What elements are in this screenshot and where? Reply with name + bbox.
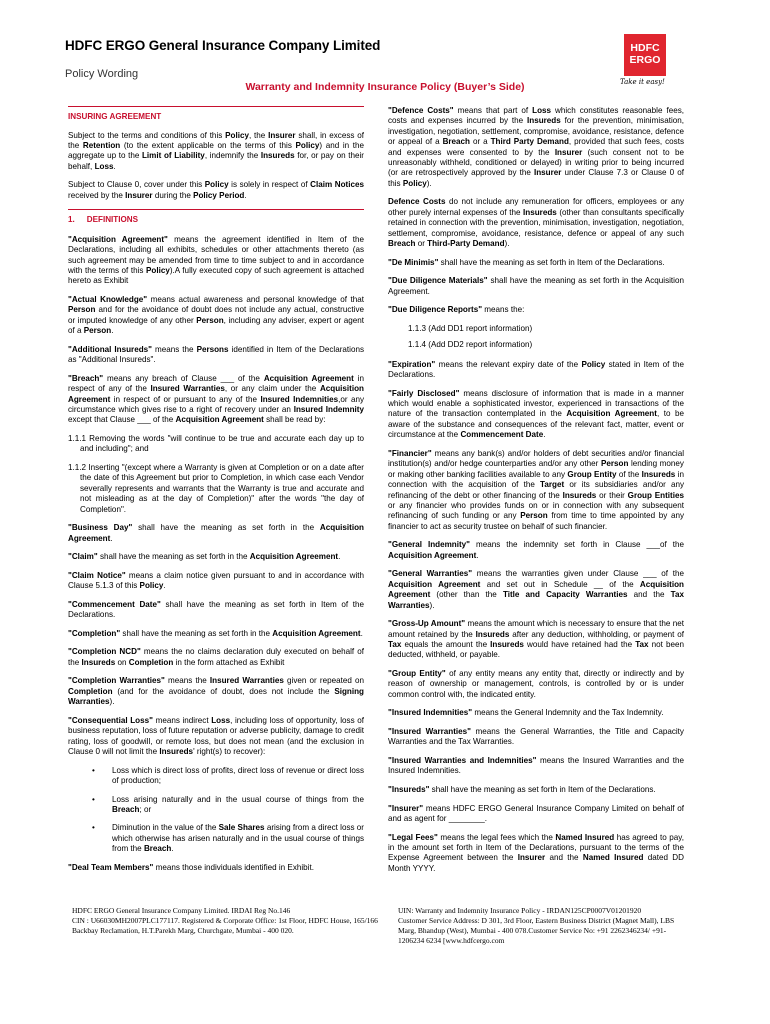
definition-financier: "Financier" means any bank(s) and/or holders of debt securities and/or financial institution(s) and/or hedge counterparties and/or any other Person lending money or making other banking facilities available to any Group Entity of the Insureds in connection with the acquisition of the Target or its subsidiaries and/or any refinancing of the debt or other financing of the Insureds or their Group Entities or any financier who provides funds on or in connection with any subsequent refinancing of such funding or any Person from time to time appointed by any financier to act as security trustee on behalf of such financier. [388, 448, 685, 531]
clause-1-1-1: 1.1.1 Removing the words "will continue to be true and accurate each day up to and including"; and [68, 434, 364, 454]
section-number: 1. [68, 215, 75, 225]
bold-term: Policy [402, 178, 427, 188]
bold-term: Acquisition Agreement [175, 415, 264, 425]
bold-term: "Gross-Up Amount" [388, 619, 466, 629]
footer-registered-office: CIN : U66030MH2007PLC177117. Registered & Corporate Office: 1st Floor, HDFC House, 165/166 Backbay Reclamation, H.T.Parekh Marg, Churchgate, Mumbai - 400 020. [72, 916, 378, 935]
document-title: Warranty and Indemnity Insurance Policy (Buyer’s Side) [245, 81, 525, 93]
bold-term: Insurer [125, 190, 153, 200]
bold-term: Acquisition Agreement [388, 579, 684, 600]
bold-term: Loss [532, 106, 552, 115]
definition-gross-up-amount: "Gross-Up Amount" means the amount which is necessary to ensure that the net amount retained by the Insureds after any deduction, withholding, or payment of Tax equals the amount the Insureds would have retained had the Tax not been deducted, withheld, or payable. [388, 619, 684, 660]
bold-term: Commencement Date [460, 430, 544, 440]
bold-term: Acquisition Agreement [249, 552, 339, 562]
bold-term: Defence Costs [388, 197, 446, 207]
bold-term: "Additional Insureds" [68, 344, 152, 354]
definition-insurer: "Insurer" means HDFC ERGO General Insurance Company Limited on behalf of and as agent for ________. [388, 803, 684, 823]
bold-term: Policy Period [193, 190, 245, 200]
bold-term: "Insured Warranties and Indemnities" [388, 755, 537, 765]
definition-due-diligence-reports: "Due Diligence Reports" means the: [388, 305, 525, 315]
list-item [68, 795, 364, 816]
footer-right [398, 906, 688, 946]
definition-claim: "Claim" shall have the meaning as set forth in the Acquisition Agreement. [68, 552, 341, 562]
bold-term: "Insured Warranties" [388, 726, 471, 736]
definition-expiration: "Expiration" means the relevant expiry date of the Policy stated in Item of the Declarations. [388, 359, 684, 380]
bold-term: Insureds [475, 629, 510, 639]
definition-fairly-disclosed: "Fairly Disclosed" means disclosure of information that is made in a manner which would enable a sophisticated investor, experienced in transactions of the nature of the transaction contemplated in the Acquisition Agreement, to be aware of the substance and consequences of the relevant fact, matter, event or circumstance at the Commencement Date. [388, 388, 685, 440]
bold-term: Person [520, 511, 548, 521]
bold-term: Acquisition Agreement [272, 628, 361, 638]
bold-term: Insureds [523, 207, 557, 217]
bold-term: Policy [295, 141, 320, 150]
bold-term: Limit of Liability [141, 151, 205, 161]
definition-business-day: "Business Day" shall have the meaning as set forth in the Acquisition Agreement. [68, 523, 364, 543]
clause-1-1-2: 1.1.2 Inserting "(except where a Warranty is given at Completion or on a date after the date of this Agreement but prior to Completion, in which case each Vendor severally represents and warrants that the Warranty is true and accurate and not misleading as at the day of Completion)" after the words "the day of Completion". [68, 463, 364, 514]
bold-term: Acquisition Agreement [566, 409, 657, 419]
definition-general-indemnity: "General Indemnity" means the indemnity set forth in Clause ___of the Acquisition Agreement. [388, 540, 684, 560]
bold-term: Breach [112, 804, 140, 814]
bold-term: "General Indemnity" [388, 540, 471, 550]
bold-term: Policy [204, 180, 229, 190]
definition-additional-insureds: "Additional Insureds" means the Persons identified in Item of the Declarations as "Additional Insureds". [68, 344, 364, 365]
bold-term: "Completion Warranties" [68, 676, 165, 686]
bold-term: Person [196, 315, 224, 325]
bold-term: Insurer [268, 130, 296, 140]
footer-company-reg: HDFC ERGO General Insurance Company Limited. IRDAI Reg No.146 [72, 906, 291, 915]
bold-term: Sale Shares [218, 823, 265, 833]
bold-term: Policy [581, 359, 606, 369]
bold-term: Tax [635, 639, 649, 649]
definition-legal-fees: "Legal Fees" means the legal fees which the Named Insured has agreed to pay, in the amount set forth in Item of the Declarations, pursuant to the terms of the Expense Agreement between the Insurer and the Named Insured dated DD Month YYYY. [388, 832, 684, 873]
bold-term: Insurer [517, 853, 546, 863]
bold-term: Tax [388, 639, 402, 649]
bullet-icon: • [92, 823, 95, 833]
definition-completion-warranties: "Completion Warranties" means the Insured Warranties given or repeated on Completion (and for the avoidance of doubt, does not include the Signing Warranties). [68, 676, 365, 707]
bold-term: Target [540, 480, 565, 490]
insuring-paragraph-2: Subject to Clause 0, cover under this Policy is solely in respect of Claim Notices received by the Insurer during the Policy Period. [68, 180, 365, 200]
bold-term: Insured Warranties [150, 384, 225, 394]
definition-defence-costs: "Defence Costs" means that part of Loss which constitutes reasonable fees, costs and expenses incurred by the Insureds for the prevention, minimisation, investigation, negotiation, settlement, compromise, avoidance, resistance, defence or appeal of a Breach or a Third Party Demand, provided that such fees, costs and expenses were consented to by the Insurer (such consent not to be unreasonably withheld, conditioned or delayed) in writing prior to being incurred (or are retrospectively approved by the Insurer under Clause 7.3 or Clause 0 of this Policy). [388, 106, 684, 188]
bold-term: Policy [146, 266, 170, 276]
list-item [68, 766, 364, 787]
definition-insured-warranties: "Insured Warranties" means the General Warranties, the Title and Capacity Warranties and the Tax Warranties. [388, 726, 684, 747]
bold-term: Acquisition Agreement [388, 579, 481, 589]
logo-line-1: HDFC [630, 42, 660, 54]
definition-actual-knowledge: "Actual Knowledge" means actual awareness and personal knowledge of that Person and for the avoidance of doubt does not include any actual, constructive or imputed knowledge of any other Person, including any adviser, expert or agent of a Person. [68, 295, 364, 336]
bold-term: Named Insured [555, 832, 615, 842]
definitions-heading [68, 215, 364, 225]
bold-term: Person [600, 459, 629, 469]
bold-term: Acquisition Agreement [263, 373, 354, 383]
definition-claim-notice: "Claim Notice" means a claim notice given pursuant to and in accordance with Clause 5.1.3 of this Policy. [68, 570, 364, 591]
logo-tagline: Take it easy! [620, 78, 665, 86]
bold-term: Group Entity [567, 469, 617, 479]
bold-term: Person [68, 305, 96, 315]
bold-term: Claim Notices [310, 180, 365, 190]
definition-insureds: "Insureds" shall have the meaning as set forth in Item of the Declarations. [388, 784, 656, 794]
bullet-icon: • [92, 794, 95, 804]
bold-term: "Claim" [68, 552, 98, 562]
definition-completion: "Completion" shall have the meaning as set forth in the Acquisition Agreement. [68, 628, 363, 638]
bold-term: Policy [139, 581, 164, 591]
bold-term: Loss [94, 161, 114, 171]
bold-term: "Financier" [388, 448, 432, 458]
definition-deal-team-members: "Deal Team Members" means those individuals identified in Exhibit. [68, 862, 314, 872]
bold-term: Insurer [554, 147, 583, 157]
bold-term: Third-Party Demand [427, 239, 505, 249]
bold-term: "Claim Notice" [68, 570, 126, 580]
definition-commencement-date: "Commencement Date" shall have the meaning as set forth in Item of the Declarations. [68, 599, 364, 620]
bold-term: Insureds [527, 116, 561, 126]
bold-term: Persons [196, 344, 229, 354]
bold-term: "De Minimis" [388, 257, 439, 267]
definitions-divider [68, 209, 364, 210]
bold-term: Insurer [533, 168, 562, 178]
bold-term: Insureds [81, 657, 116, 667]
bold-term: Completion [68, 686, 113, 696]
bold-term: Insureds [562, 490, 597, 500]
footer-uin: UIN: Warranty and Indemnity Insurance Policy - IRDAN125CP0007V01201920 [398, 906, 642, 915]
bold-term: "Consequential Loss" [68, 715, 153, 725]
bold-term: Retention [82, 141, 121, 150]
bullet-icon: • [92, 765, 95, 775]
bold-term: "Breach" [68, 373, 104, 383]
bold-term: Signing Warranties [68, 686, 364, 707]
right-column [388, 106, 684, 882]
bold-term: Insureds [490, 639, 524, 649]
bold-term: Loss [211, 715, 231, 725]
insuring-agreement-heading: INSURING AGREEMENT [68, 112, 162, 121]
definition-general-warranties: "General Warranties" means the warranties given under Clause ___ of the Acquisition Agreement and set out in Schedule __ of the Acquisition Agreement (other than the Title and Capacity Warranties and the Tax Warranties). [388, 569, 684, 610]
insuring-divider [68, 106, 364, 107]
logo-line-2: ERGO [629, 54, 661, 66]
bold-term: "Legal Fees" [388, 832, 438, 842]
policy-wording-label: Policy Wording [65, 68, 139, 80]
definition-group-entity: "Group Entity" of any entity means any entity that, directly or indirectly and by reason of ownership or management, controls, is controlled by or is under common control with, the indicated entity. [388, 668, 685, 699]
bold-term: "Due Diligence Materials" [388, 276, 488, 286]
bold-term: "Insurer" [388, 803, 424, 813]
definition-completion-ncd: "Completion NCD" means the no claims declaration duly executed on behalf of the Insureds on Completion in the form attached as Exhibit [68, 647, 364, 667]
hdfc-ergo-logo [624, 34, 666, 76]
bold-term: Policy [225, 130, 249, 140]
bold-term: "Completion NCD" [68, 647, 141, 657]
bold-term: "Expiration" [388, 359, 436, 369]
definition-de-minimis: "De Minimis" shall have the meaning as set forth in Item of the Declarations. [388, 257, 665, 267]
bold-term: Insured Indemnity [293, 405, 364, 415]
bold-term: "General Warranties" [388, 569, 473, 579]
definition-breach: "Breach" means any breach of Clause ___ of the Acquisition Agreement in respect of any of the Insured Warranties, or any claim under the Acquisition Agreement in respect of or pursuant to any of the Insured Indemnities,or any circumstance which gives rise to a right of recovery under an Insured Indemnity except that Clause ___ of the Acquisition Agreement shall be read by: [68, 373, 365, 425]
definition-consequential-loss: "Consequential Loss" means indirect Loss, including loss of opportunity, loss of business reputation, loss of future reputation or adverse publicity, damage to credit rating, loss of goodwill, or remote loss, but does not mean (and the exclusion in Clause 0 will not limit the Insureds' right(s) to recover): [68, 715, 365, 757]
bold-term: "Group Entity" [388, 668, 446, 678]
list-item-text: Diminution in the value of the Sale Shares arising from a direct loss or which otherwise has arisen naturally and in the usual course of things from the Breach. [112, 823, 364, 854]
bold-term: Group Entities [627, 490, 684, 500]
definition-insured-warranties-and-indemnities: "Insured Warranties and Indemnities" means the Insured Warranties and the Insured Indemnities. [388, 755, 684, 776]
section-title: DEFINITIONS [86, 215, 139, 225]
footer-customer-service: Customer Service Address: D 301, 3rd Floor, Eastern Business District (Magnet Mall), LBS Marg, Bhandup (West), Mumbai - 400 078.Customer Service No: +91 2262346234/ +91-1206234 6234 [www.hdfcergo.com [398, 916, 675, 945]
definition-due-diligence-materials: "Due Diligence Materials" shall have the meaning as set forth in the Acquisition Agreement. [388, 276, 684, 296]
bold-term: "Business Day" [68, 523, 133, 533]
bold-term: "Due Diligence Reports" [388, 305, 483, 315]
list-item-text: Loss arising naturally and in the usual course of things from the Breach; or [112, 794, 364, 814]
bold-term: "Actual Knowledge" [68, 295, 148, 305]
bold-term: Completion [128, 657, 174, 667]
bold-term: Tax Warranties [388, 590, 684, 610]
bold-term: Insureds [260, 151, 295, 161]
list-item [68, 823, 364, 854]
dd-report-1: 1.1.3 (Add DD1 report information) [408, 323, 533, 333]
bold-term: Acquisition Agreement [388, 550, 477, 560]
bold-term: "Deal Team Members" [68, 862, 154, 872]
bold-term: Title and Capacity Warranties [502, 590, 628, 600]
definition-acquisition-agreement: "Acquisition Agreement" means the agreement identified in Item of the Declarations, including all exhibits, schedules or other attachments thereto (as such agreement may be amended from time to time subject to and in accordance with the terms of this Policy).A fully executed copy of such agreement is attached hereto as Exhibit [68, 234, 365, 286]
bold-term: Breach [442, 137, 471, 147]
bold-term: "Fairly Disclosed" [388, 388, 460, 398]
footer-left [72, 906, 390, 936]
bold-term: Insured Indemnities [260, 394, 339, 404]
bold-term: Insureds [159, 747, 194, 757]
bold-term: Third Party Demand [490, 137, 569, 147]
bold-term: "Acquisition Agreement" [68, 234, 168, 244]
dd-report-2: 1.1.4 (Add DD2 report information) [408, 340, 533, 350]
bold-term: "Insureds" [388, 784, 430, 794]
bold-term: "Defence Costs" [388, 106, 454, 115]
bold-term: Acquisition Agreement [68, 384, 365, 404]
bold-term: Breach [388, 239, 416, 249]
left-column [68, 106, 364, 881]
company-name: HDFC ERGO General Insurance Company Limited [65, 38, 381, 53]
insuring-paragraph-1: Subject to the terms and conditions of this Policy, the Insurer shall, in excess of the Retention (to the extent applicable on the terms of this Policy) and in the aggregate up to the Limit of Liability, indemnify the Insureds for, or pay on their behalf, Loss. [68, 130, 365, 171]
bold-term: Insured Warranties [209, 676, 284, 686]
bold-term: Named Insured [582, 853, 644, 863]
definition-defence-costs-exclusion: Defence Costs do not include any remuneration for officers, employees or any other purely internal expenses of the Insureds (other than consultants specifically retained in connection with the prevention, minimisation, investigation, negotiation, settlement, compromise, avoidance, resistance, defence or appeal of any such Breach or Third-Party Demand). [388, 197, 685, 249]
list-item-text: Loss which is direct loss of profits, direct loss of revenue or direct loss of production; [112, 765, 364, 786]
consequential-loss-list [68, 766, 364, 855]
bold-term: "Commencement Date" [68, 599, 161, 609]
definition-insured-indemnities: "Insured Indemnities" means the General Indemnity and the Tax Indemnity. [388, 708, 664, 718]
bold-term: Insureds [641, 469, 676, 479]
bold-term: Acquisition Agreement [68, 523, 364, 543]
bold-term: Person [83, 326, 112, 336]
bold-term: "Completion" [68, 628, 121, 638]
bold-term: Breach [143, 844, 172, 854]
bold-term: "Insured Indemnities" [388, 708, 473, 718]
